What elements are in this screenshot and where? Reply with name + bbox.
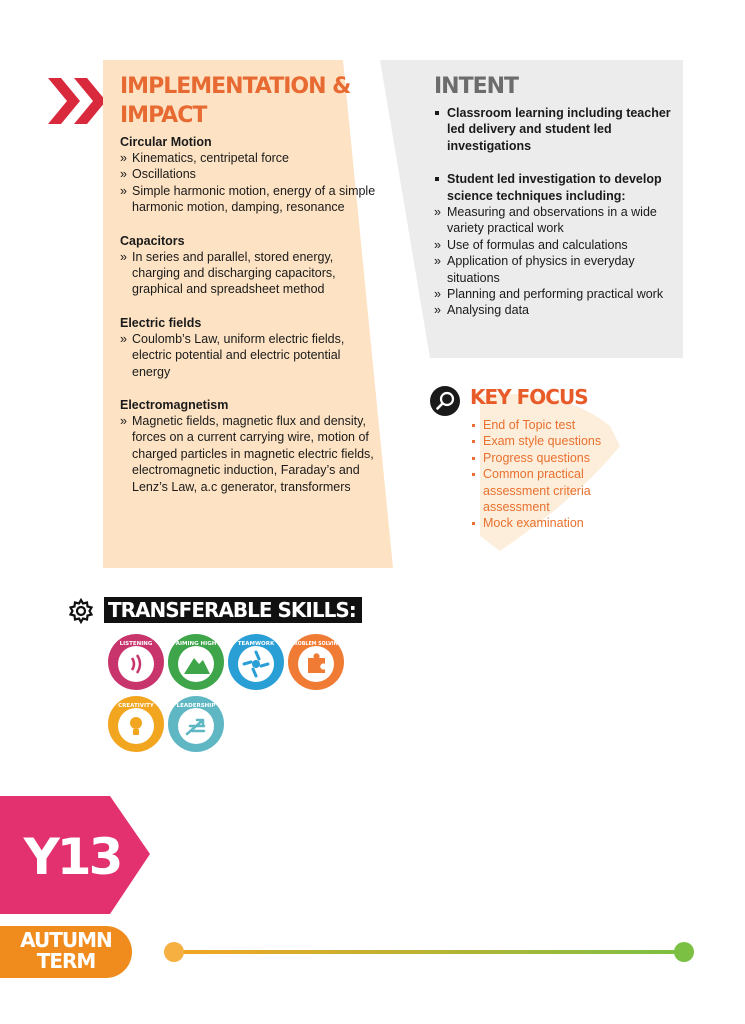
electromagnetism-list [120,413,382,495]
list-item: Exam style questions [470,433,660,449]
intent-section [434,72,680,319]
section-title-electric-fields: Electric fields [120,315,202,330]
intent-point: Classroom learning including teacher led delivery and student led investigations [434,105,680,154]
list-item: » Coulomb’s Law, uniform electric fields, electric potential and electric potential energy [120,331,382,380]
aiming-high-badge [168,634,224,690]
term-line1: AUTUMN [20,928,112,952]
list-item: » Planning and performing practical work [434,286,680,302]
skill-label: TEAMWORK [237,641,275,647]
double-chevron-icon [44,72,110,130]
list-item: » Simple harmonic motion, energy of a simple harmonic motion, damping, resonance [120,183,382,216]
problem-solving-badge [288,634,344,690]
list-item: » Application of physics in everyday situations [434,253,680,286]
leadership-badge [168,696,224,752]
year-label: Y13 [23,828,121,886]
intent-list [434,204,680,319]
term-line2: TERM [36,949,96,973]
list-item: » Magnetic fields, magnetic flux and density, forces on a current carrying wire, motion of charged particles in magnetic electric fields, electromagnetic induction, Faraday’s and Lenz’s Law, a.c generator, transformers [120,413,382,495]
list-item: » Oscillations [120,166,382,182]
skill-label: LEADERSHIP [176,703,216,709]
listening-badge [108,634,164,690]
list-item: » Analysing data [434,302,680,318]
creativity-badge [108,696,164,752]
list-item: End of Topic test [470,417,660,433]
intent-title: INTENT [434,74,519,99]
magnifier-icon [430,386,460,416]
list-item: Progress questions [470,450,660,466]
skill-label: LISTENING [119,641,153,647]
list-item: Common practical assessment criteria assessment [470,466,618,515]
key-focus-list [470,417,660,532]
term-label [8,930,124,972]
skill-label: PROBLEM SOLVING [290,642,342,647]
skill-label: CREATIVITY [118,703,154,709]
section-title-circular-motion: Circular Motion [120,135,212,149]
list-item: Mock examination [470,515,660,531]
transferable-skills-title: TRANSFERABLE SKILLS: [104,597,362,623]
list-item: » Kinematics, centripetal force [120,150,382,166]
electric-fields-list [120,331,382,380]
list-item: » Use of formulas and calculations [434,237,680,253]
implementation-title: IMPLEMENTATION & IMPACT [120,74,351,128]
intent-point: Student led investigation to develop science techniques including: [434,171,680,204]
key-focus-title: KEY FOCUS [470,385,588,409]
gear-icon [68,598,94,624]
capacitors-list [120,249,382,298]
key-focus-section [470,417,660,532]
implementation-section [120,72,382,512]
timeline-bar [160,938,700,966]
circular-motion-list [120,150,382,216]
section-title-capacitors: Capacitors [120,233,185,248]
section-title-electromagnetism: Electromagnetism [120,398,229,413]
teamwork-badge [228,634,284,690]
list-item: » Measuring and observations in a wide variety practical work [434,204,680,237]
year-badge [0,796,150,914]
skill-label: AIMING HIGH [175,641,217,647]
list-item: » In series and parallel, stored energy, charging and discharging capacitors, graphical and spreadsheet method [120,249,382,298]
